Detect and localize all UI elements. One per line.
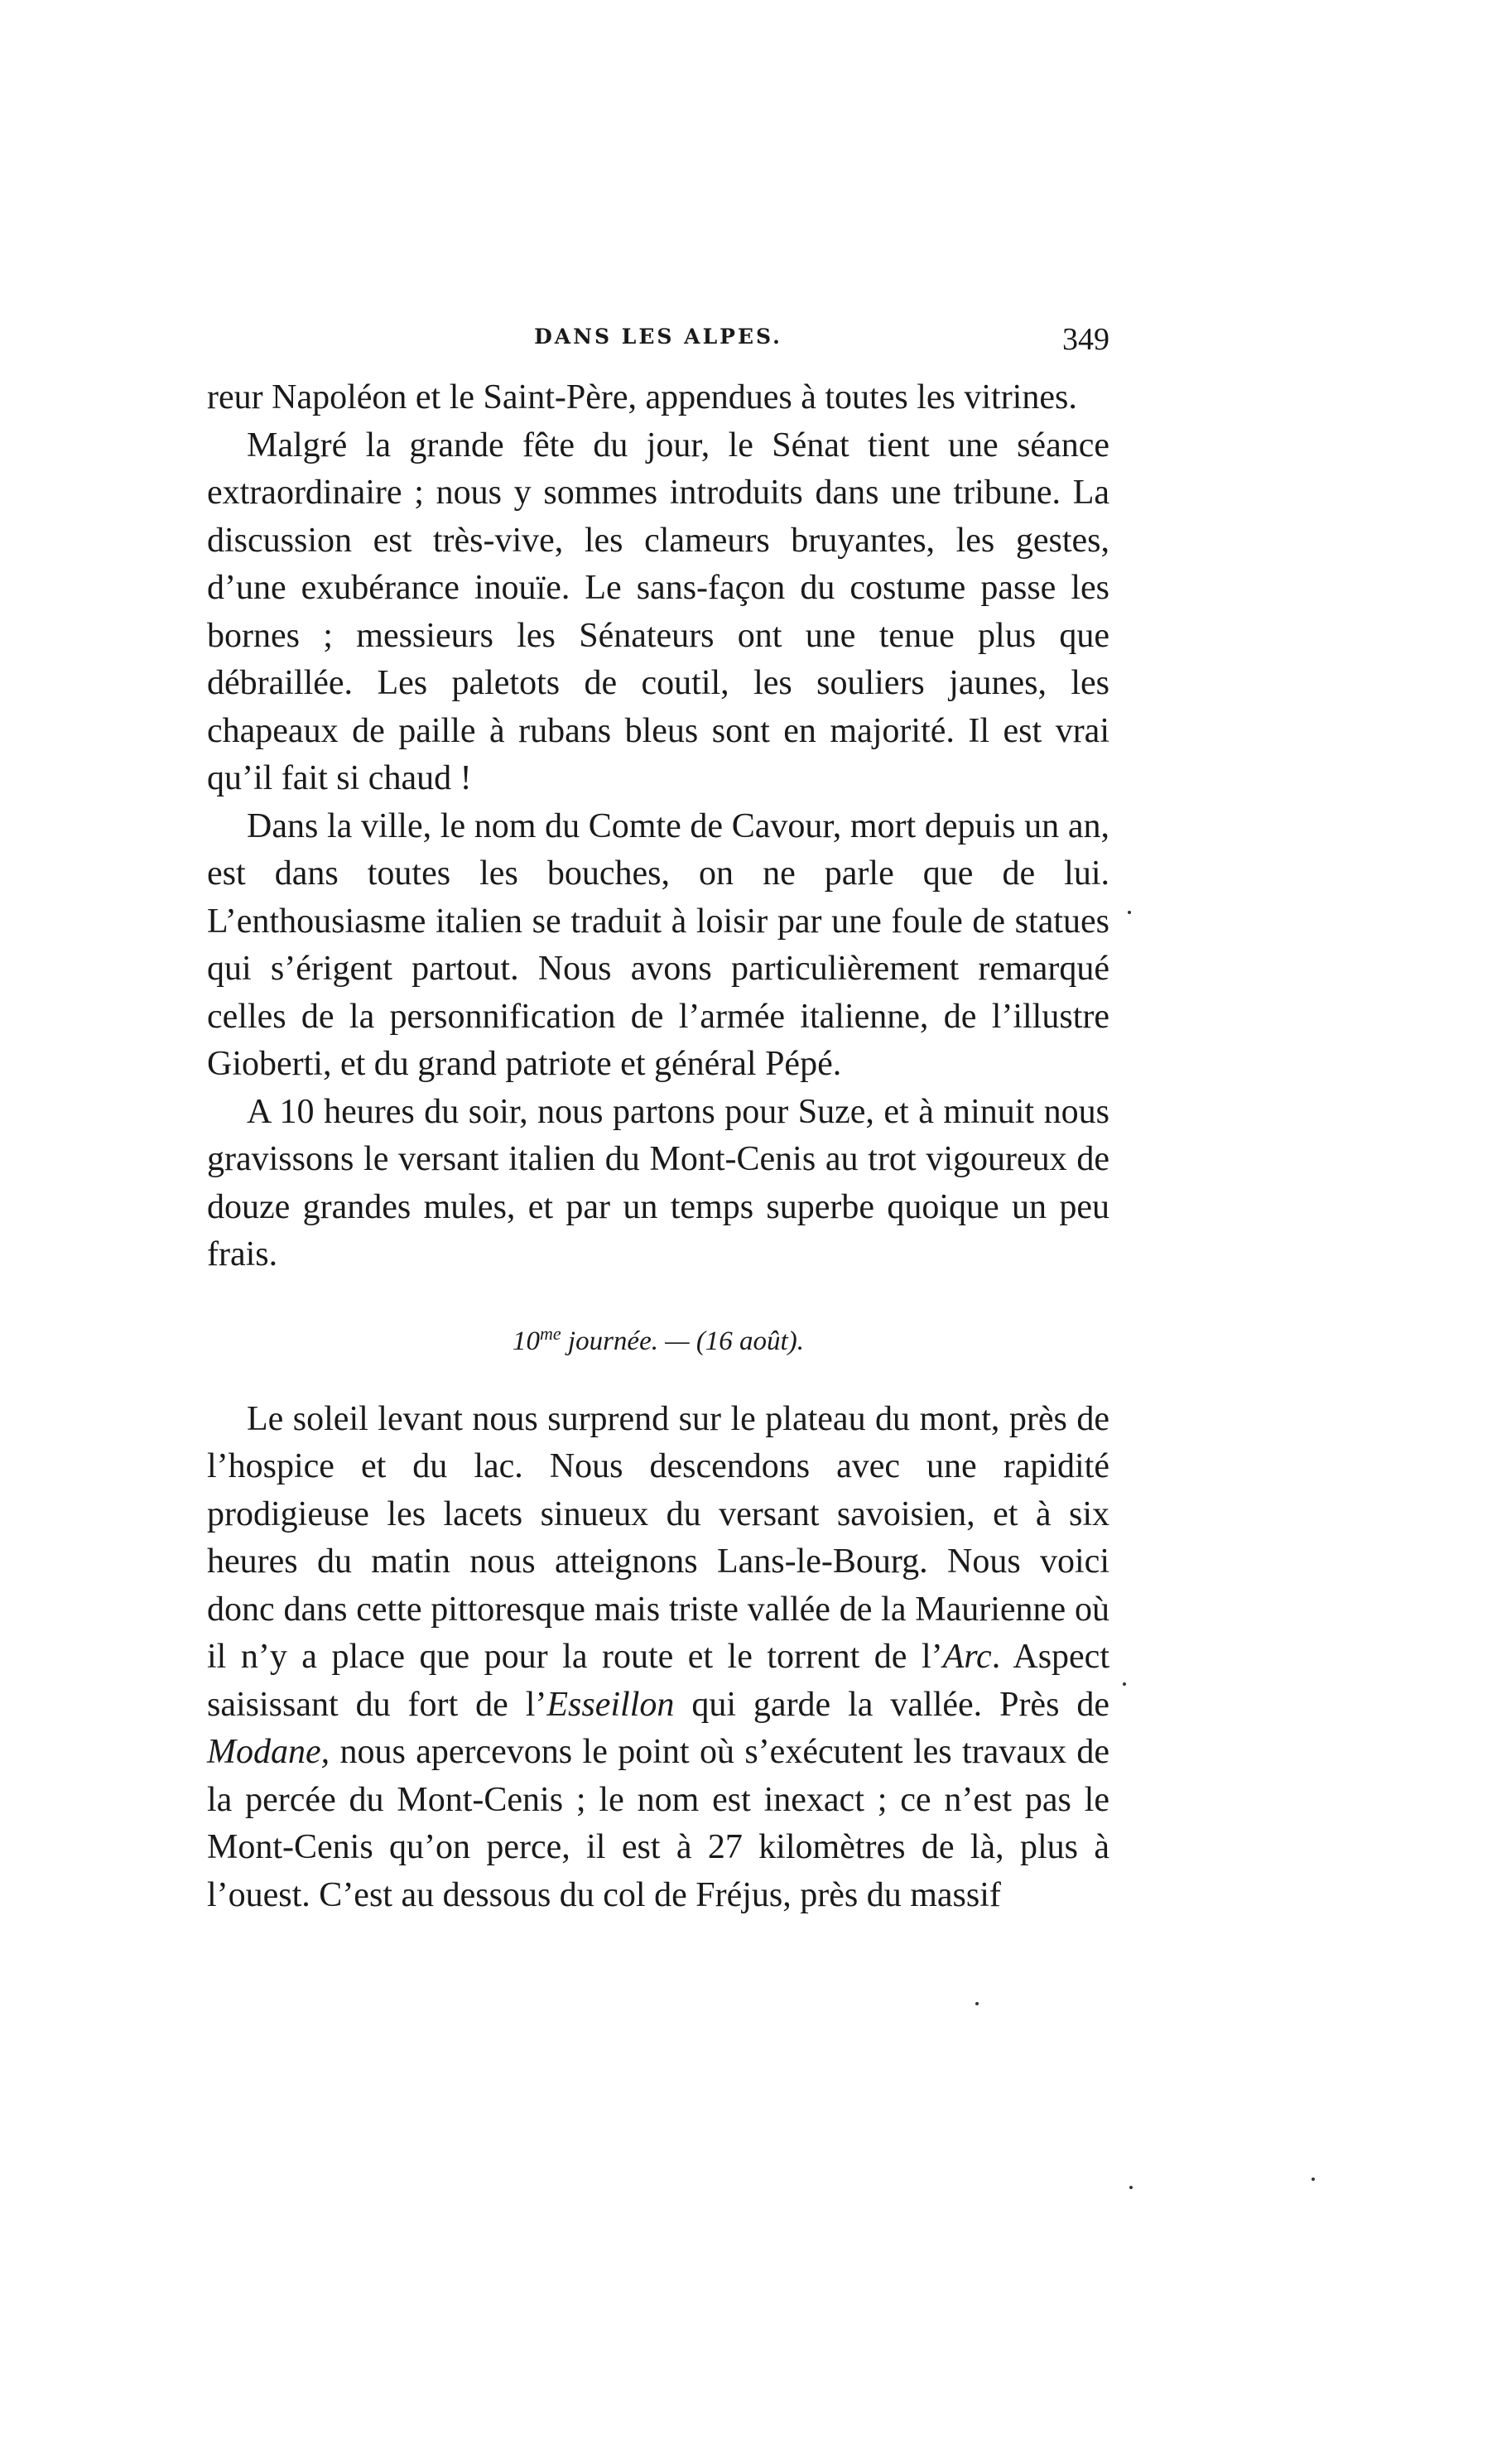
page-number: 349 — [1062, 322, 1109, 357]
text-run: qui garde la vallée. Près de — [674, 1685, 1110, 1724]
italic-term: Arc — [942, 1638, 992, 1676]
day-label: journée. — (16 août). — [561, 1326, 804, 1356]
italic-term: Esseillon — [546, 1685, 675, 1724]
section-heading — [207, 1309, 1109, 1366]
paragraph: Dans la ville, le nom du Comte de Cavour, mort depuis un an, est dans toutes les bouches, on ne parle que de lui. L’enthousiasme italien se traduit à loisir par une foule de statues qui s’érigent partout. Nous avons particulièrement remarqué celles de la personnification de l’armée italienne, de l’illustre Gioberti, et du grand patriote et général Pépé. — [207, 806, 1109, 1083]
running-title: DANS LES ALPES. — [534, 325, 782, 349]
italic-term: Modane, — [207, 1733, 330, 1771]
text-run: . Aspect saisissant du fort de l’ — [207, 1638, 1109, 1724]
day-number: 10 — [513, 1326, 541, 1356]
text-run: nous apercevons le point où s’exécutent les travaux de la percée du Mont-Cenis ; le nom est inexact ; ce n’est pas le Mont-Cenis qu’on perce, il est à 27 kilomètres de là, plus à l’ouest. C’est au dessous du col de Fréjus, près du massif — [207, 1733, 1109, 1914]
paper-speck — [1129, 2186, 1133, 2189]
paper-speck — [1128, 911, 1131, 914]
paper-speck — [1312, 2178, 1315, 2181]
paragraph — [207, 1396, 1109, 1920]
paper-speck — [1123, 1682, 1126, 1686]
text-run: Le soleil levant nous surprend sur le plateau du mont, près de l’hospice et du lac. Nous descendons avec une rapidité prodigieuse les lacets sinueux du versant savoisien, et à six heures du matin nous atteignons Lans-le-Bourg. Nous voici donc dans cette pittoresque mais triste vallée de la Maurienne où il n’y a place que pour la route et le torrent de l’ — [207, 1399, 1109, 1676]
body-text — [207, 374, 1109, 1919]
paper-speck — [975, 2002, 979, 2005]
paragraph: reur Napoléon et le Saint-Père, appendues à toutes les vitrines. — [207, 378, 1077, 416]
day-suffix: me — [540, 1322, 561, 1344]
paragraph: Malgré la grande fête du jour, le Sénat tient une séance extraordinaire ; nous y sommes introduits dans une tribune. La discussion est très-vive, les clameurs bruyantes, les gestes, d’une exubérance inouïe. Le sans-façon du costume passe les bornes ; messieurs les Sénateurs ont une tenue plus que débraillée. Les paletots de coutil, les souliers jaunes, les chapeaux de paille à rubans bleus sont en majorité. Il est vrai qu’il fait si chaud ! — [207, 426, 1109, 797]
running-head — [207, 322, 1109, 366]
paragraph: A 10 heures du soir, nous partons pour Suze, et à minuit nous gravissons le versant italien du Mont-Cenis au trot vigoureux de douze grandes mules, et par un temps superbe quoique un peu frais. — [207, 1092, 1109, 1273]
